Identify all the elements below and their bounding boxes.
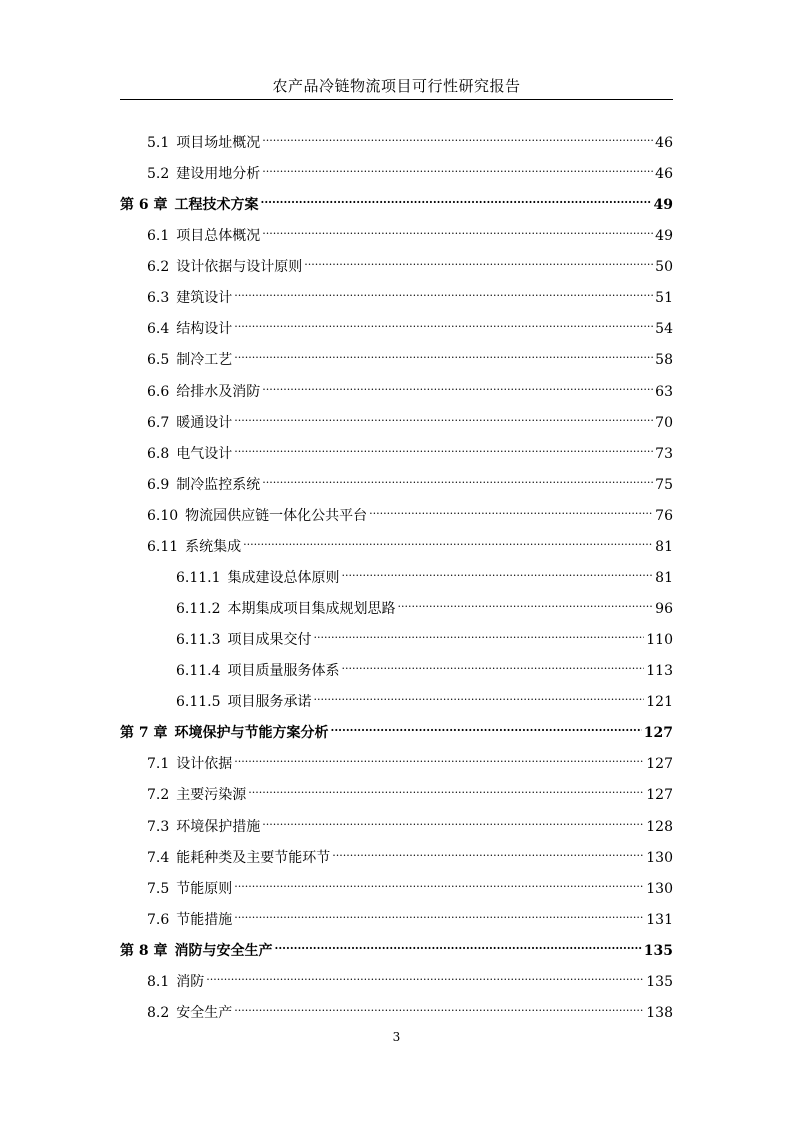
toc-dot-leader bbox=[314, 624, 645, 644]
toc-entry-number: 6.8 bbox=[147, 446, 170, 462]
toc-entry-number: 7.3 bbox=[147, 819, 170, 835]
toc-dot-leader bbox=[304, 251, 653, 271]
toc-entry-title: 项目成果交付 bbox=[227, 632, 312, 648]
toc-entry-title: 消防与安全生产 bbox=[174, 943, 273, 959]
toc-entry-page: 81 bbox=[655, 539, 673, 555]
toc-entry-title: 环境保护与节能方案分析 bbox=[174, 725, 329, 741]
toc-dot-leader bbox=[248, 779, 644, 799]
toc-entry-title: 建筑设计 bbox=[176, 290, 233, 306]
toc-entry-page: 58 bbox=[655, 352, 673, 368]
toc-section-entry bbox=[147, 438, 673, 464]
toc-chapter-entry bbox=[120, 189, 673, 215]
toc-entry-number: 6.6 bbox=[147, 384, 170, 400]
toc-entry-page: 63 bbox=[655, 384, 673, 400]
toc-section-entry bbox=[147, 158, 673, 184]
toc-entry-page: 113 bbox=[646, 663, 673, 679]
toc-entry-page: 110 bbox=[646, 632, 673, 648]
toc-entry-page: 49 bbox=[655, 228, 673, 244]
toc-entry-number: 6.10 bbox=[147, 508, 179, 524]
toc-entry-number: 7.6 bbox=[147, 912, 170, 928]
toc-entry-number: 第 8 章 bbox=[120, 943, 168, 959]
toc-entry-title: 设计依据与设计原则 bbox=[176, 259, 303, 275]
toc-section-entry bbox=[147, 344, 673, 370]
toc-section-entry bbox=[147, 531, 673, 557]
toc-dot-leader bbox=[398, 593, 654, 613]
toc-entry-title: 项目场址概况 bbox=[176, 135, 261, 151]
toc-section-entry bbox=[147, 251, 673, 277]
toc-dot-leader bbox=[206, 966, 644, 986]
toc-dot-leader bbox=[262, 158, 653, 178]
toc-section-entry bbox=[147, 811, 673, 837]
toc-entry-page: 127 bbox=[643, 725, 673, 741]
toc-chapter-entry bbox=[120, 717, 673, 743]
toc-dot-leader bbox=[275, 935, 642, 955]
toc-dot-leader bbox=[369, 500, 653, 520]
toc-entry-number: 6.9 bbox=[147, 477, 170, 493]
toc-entry-title: 节能措施 bbox=[176, 912, 233, 928]
toc-entry-page: 50 bbox=[655, 259, 673, 275]
toc-dot-leader bbox=[262, 811, 644, 831]
toc-entry-page: 76 bbox=[655, 508, 673, 524]
toc-entry-page: 135 bbox=[646, 974, 673, 990]
toc-dot-leader bbox=[234, 904, 644, 924]
toc-entry-page: 73 bbox=[655, 446, 673, 462]
toc-dot-leader bbox=[234, 407, 653, 427]
toc-section-entry bbox=[147, 500, 673, 526]
toc-entry-title: 系统集成 bbox=[185, 539, 242, 555]
toc-dot-leader bbox=[332, 842, 644, 862]
toc-entry-page: 135 bbox=[643, 943, 673, 959]
toc-entry-number: 6.5 bbox=[147, 352, 170, 368]
toc-section-entry bbox=[147, 842, 673, 868]
toc-dot-leader bbox=[262, 376, 653, 396]
toc-entry-number: 6.11.5 bbox=[176, 694, 221, 710]
toc-entry-number: 6.11.2 bbox=[176, 601, 221, 617]
toc-entry-page: 75 bbox=[655, 477, 673, 493]
toc-entry-page: 70 bbox=[655, 415, 673, 431]
toc-entry-title: 物流园供应链一体化公共平台 bbox=[185, 508, 368, 524]
toc-entry-title: 设计依据 bbox=[176, 756, 233, 772]
toc-entry-title: 制冷工艺 bbox=[176, 352, 233, 368]
toc-entry-title: 项目质量服务体系 bbox=[227, 663, 340, 679]
toc-section-entry bbox=[147, 873, 673, 899]
toc-section-entry bbox=[147, 748, 673, 774]
toc-entry-title: 集成建设总体原则 bbox=[227, 570, 340, 586]
toc-entry-number: 5.2 bbox=[147, 166, 170, 182]
toc-subsection-entry bbox=[176, 655, 673, 681]
toc-entry-number: 7.2 bbox=[147, 787, 170, 803]
toc-entry-page: 130 bbox=[646, 881, 673, 897]
toc-entry-number: 6.11.4 bbox=[176, 663, 221, 679]
toc-entry-number: 6.7 bbox=[147, 415, 170, 431]
toc-dot-leader bbox=[234, 282, 653, 302]
toc-section-entry bbox=[147, 313, 673, 339]
toc-entry-page: 138 bbox=[646, 1005, 673, 1021]
toc-entry-number: 7.5 bbox=[147, 881, 170, 897]
toc-dot-leader bbox=[314, 686, 645, 706]
toc-subsection-entry bbox=[176, 686, 673, 712]
toc-dot-leader bbox=[261, 189, 652, 209]
toc-entry-page: 127 bbox=[646, 787, 673, 803]
toc-entry-title: 结构设计 bbox=[176, 321, 233, 337]
toc-subsection-entry bbox=[176, 593, 673, 619]
toc-entry-number: 6.11.1 bbox=[176, 570, 221, 586]
toc-dot-leader bbox=[234, 997, 644, 1017]
running-header: 农产品冷链物流项目可行性研究报告 bbox=[272, 77, 521, 95]
toc-entry-number: 8.2 bbox=[147, 1005, 170, 1021]
toc-entry-title: 电气设计 bbox=[176, 446, 233, 462]
toc-entry-page: 54 bbox=[655, 321, 673, 337]
toc-entry-number: 6.11 bbox=[147, 539, 179, 555]
toc-section-entry bbox=[147, 779, 673, 805]
toc-entry-title: 主要污染源 bbox=[176, 787, 247, 803]
toc-dot-leader bbox=[234, 438, 653, 458]
toc-entry-number: 5.1 bbox=[147, 135, 170, 151]
toc-entry-title: 制冷监控系统 bbox=[176, 477, 261, 493]
toc-entry-title: 给排水及消防 bbox=[176, 384, 261, 400]
toc-section-entry bbox=[147, 469, 673, 495]
toc-section-entry bbox=[147, 282, 673, 308]
toc-entry-title: 安全生产 bbox=[176, 1005, 233, 1021]
toc-dot-leader bbox=[342, 655, 645, 675]
toc-entry-number: 7.1 bbox=[147, 756, 170, 772]
toc-entry-page: 46 bbox=[655, 166, 673, 182]
toc-section-entry bbox=[147, 997, 673, 1023]
toc-entry-title: 工程技术方案 bbox=[174, 197, 259, 213]
toc-dot-leader bbox=[262, 469, 653, 489]
toc-dot-leader bbox=[262, 220, 653, 240]
toc-entry-title: 节能原则 bbox=[176, 881, 233, 897]
toc-entry-page: 96 bbox=[655, 601, 673, 617]
toc-subsection-entry bbox=[176, 562, 673, 588]
toc-entry-title: 暖通设计 bbox=[176, 415, 233, 431]
toc-entry-page: 127 bbox=[646, 756, 673, 772]
toc-section-entry bbox=[147, 407, 673, 433]
toc-dot-leader bbox=[331, 717, 642, 737]
toc-section-entry bbox=[147, 904, 673, 930]
toc-entry-title: 环境保护措施 bbox=[176, 819, 261, 835]
toc-entry-title: 项目服务承诺 bbox=[227, 694, 312, 710]
toc-dot-leader bbox=[234, 748, 644, 768]
toc-chapter-entry bbox=[120, 935, 673, 961]
toc-entry-number: 6.11.3 bbox=[176, 632, 221, 648]
toc-dot-leader bbox=[234, 344, 653, 364]
toc-subsection-entry bbox=[176, 624, 673, 650]
toc-entry-page: 81 bbox=[655, 570, 673, 586]
page-number: 3 bbox=[392, 1030, 401, 1044]
toc-entry-page: 128 bbox=[646, 819, 673, 835]
toc-entry-number: 6.1 bbox=[147, 228, 170, 244]
toc-entry-page: 49 bbox=[653, 197, 673, 213]
toc-dot-leader bbox=[342, 562, 654, 582]
toc-entry-number: 第 7 章 bbox=[120, 725, 168, 741]
toc-entry-page: 121 bbox=[646, 694, 673, 710]
toc-entry-title: 消防 bbox=[176, 974, 205, 990]
toc-entry-page: 51 bbox=[655, 290, 673, 306]
toc-section-entry bbox=[147, 966, 673, 992]
toc-entry-title: 项目总体概况 bbox=[176, 228, 261, 244]
toc-entry-title: 能耗种类及主要节能环节 bbox=[176, 850, 331, 866]
toc-entry-page: 46 bbox=[655, 135, 673, 151]
toc-entry-number: 6.4 bbox=[147, 321, 170, 337]
toc-dot-leader bbox=[262, 127, 653, 147]
toc-dot-leader bbox=[234, 873, 644, 893]
toc-entry-number: 6.3 bbox=[147, 290, 170, 306]
toc-entry-title: 本期集成项目集成规划思路 bbox=[227, 601, 396, 617]
toc-entry-number: 7.4 bbox=[147, 850, 170, 866]
toc-entry-page: 131 bbox=[646, 912, 673, 928]
toc-entry-title: 建设用地分析 bbox=[176, 166, 261, 182]
toc-entry-page: 130 bbox=[646, 850, 673, 866]
toc-entry-number: 第 6 章 bbox=[120, 197, 168, 213]
toc-section-entry bbox=[147, 220, 673, 246]
toc-dot-leader bbox=[243, 531, 653, 551]
toc-entry-number: 8.1 bbox=[147, 974, 170, 990]
toc-section-entry bbox=[147, 376, 673, 402]
toc-dot-leader bbox=[234, 313, 653, 333]
toc-entry-number: 6.2 bbox=[147, 259, 170, 275]
toc-section-entry bbox=[147, 127, 673, 153]
